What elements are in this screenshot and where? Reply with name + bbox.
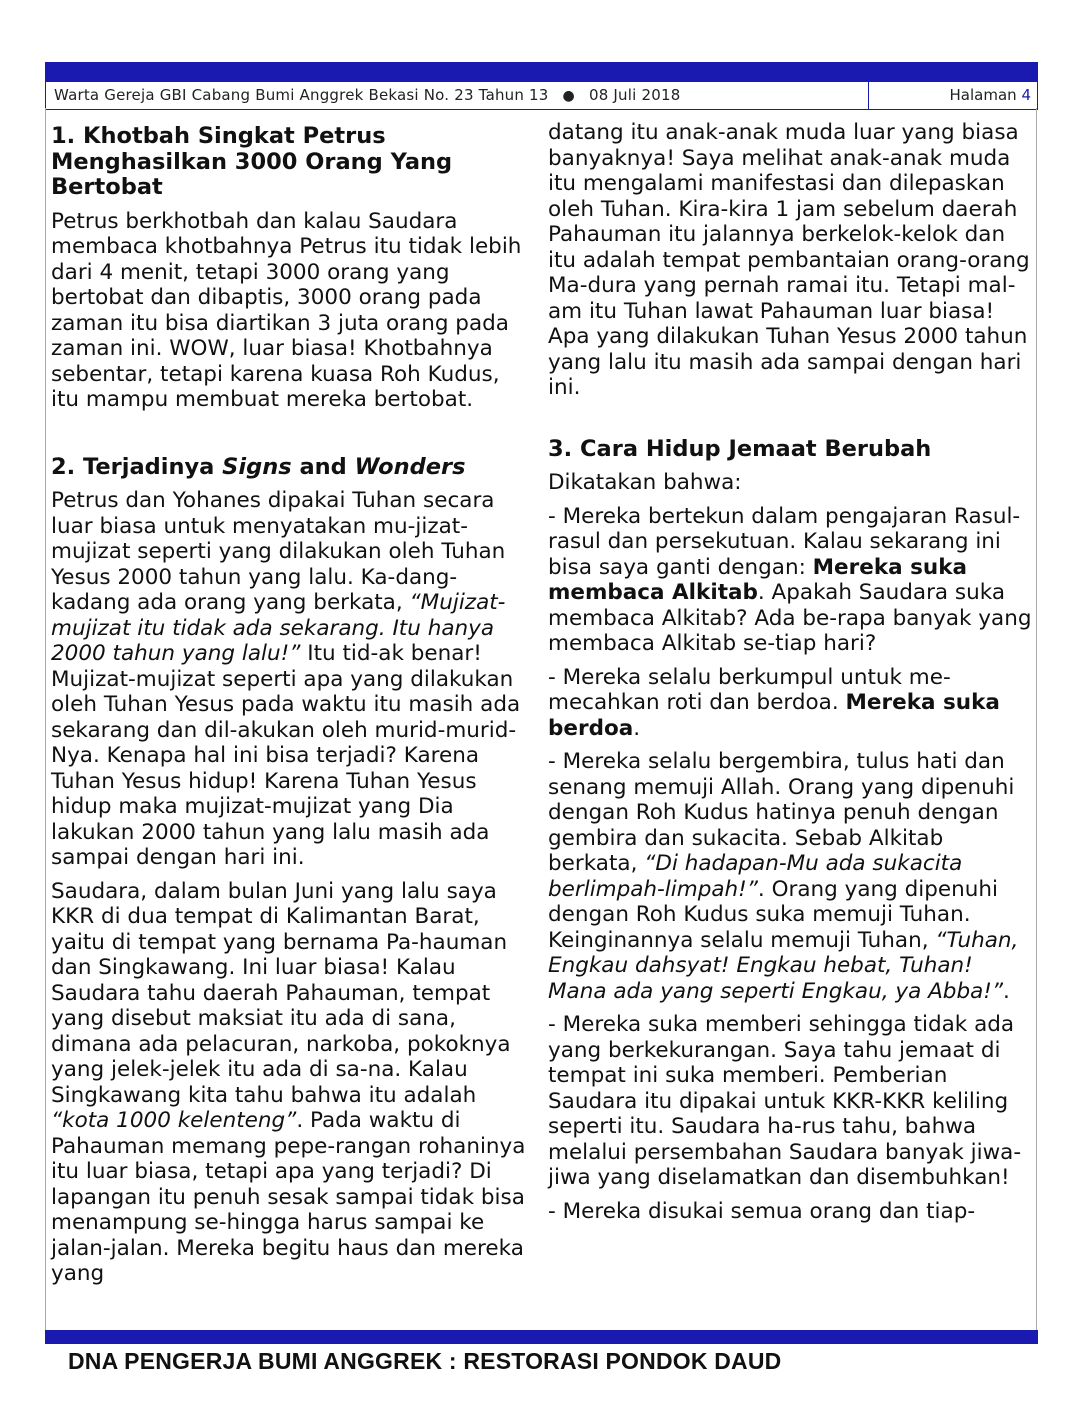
left-column [51,124,531,1295]
section-3-intro: Dikatakan bahwa: [548,470,742,495]
page-indicator [950,86,1031,104]
quote-run: “kota 1000 kelenteng” [51,1108,297,1133]
text-run: - Mereka selalu bergembira, tulus hati dan senang memuji Allah. Orang yang dipenuhi dengan Roh Kudus hatinya penuh dengan gembira dan sukacita. Sebab Alkitab berkata, [548,749,1015,876]
section-1-paragraph: Petrus berkhotbah dan kalau Saudara membaca khotbahnya Petrus itu tidak lebih dari 4 menit, tetapi 3000 orang yang bertobat dan dibaptis, 3000 orang pada zaman itu bisa diartikan 3 juta orang pada zaman ini. WOW, luar biasa! Khotbahnya sebentar, tetapi karena kuasa Roh Kudus, itu mampu membuat mereka bertobat. [51,208,522,412]
text-run: Itu tid-ak benar! Mujizat-mujizat seperti apa yang dilakukan oleh Tuhan Yesus pada waktu itu masih ada sekarang dan dil-akukan oleh murid-murid-Nya. Kenapa hal ini bisa terjadi? Karena Tuhan Yesus hidup! Karena Tuhan Yesus hidup maka mujizat-mujizat yang Dia lakukan 2000 tahun yang lalu masih ada sampai dengan hari ini. [51,641,521,870]
point-praise [548,749,1034,1004]
frame-left-rule [45,108,46,1330]
text-run: . [633,715,641,741]
header-bullet: ● [562,88,575,104]
point-giving: - Mereka suka memberi sehingga tidak ada yang berkekurangan. Saya tahu jemaat di tempat ini suka memberi. Pemberian Saudara itu dipakai untuk KKR-KKR keliling seperti itu. Saudara ha-rus tahu, bahwa melalui persembahan Saudara banyak jiwa-jiwa yang diselamatkan dan disembuhkan! [548,1012,1022,1190]
header-top-bar [45,62,1038,81]
right-column [548,120,1034,1232]
continued-paragraph: datang itu anak-anak muda luar yang biasa banyaknya! Saya melihat anak-anak muda itu mengalami manifestasi dan dilepaskan oleh Tuhan. Kira-kira 1 jam sebelum daerah Pahauman itu jalannya berkelok-kelok dan itu adalah tempat pembantaian orang-orang Ma-dura yang pernah ramai itu. Tetapi mal-am itu Tuhan lawat Pahauman luar biasa! Apa yang dilakukan Tuhan Yesus 2000 tahun yang lalu itu masih ada sampai dengan hari ini. [548,120,1030,400]
section-2-paragraph-1 [51,488,531,871]
header-publication [54,86,680,104]
quote-run: “Mujizat-mujizat itu tidak ada sekarang. Itu hanya 2000 tahun yang lalu!” [51,590,506,666]
text-run: . [1003,978,1010,1004]
quote-run: “Tuhan, Engkau dahsyat! Engkau hebat, Tuhan! Mana ada yang seperti Engkau, ya Abba!” [548,927,1019,1004]
running-header [45,81,1038,110]
frame-right-rule [1036,108,1037,1330]
section-2-paragraph-2 [51,879,531,1287]
issue-date: 08 Juli 2018 [588,86,681,104]
quote-run: “Di hadapan-Mu ada sukacita berlimpah-limpah!” [548,851,963,902]
page-label: Halaman [949,86,1017,104]
point-bible-reading [548,504,1034,657]
text-run: . Pada waktu di Pahauman memang pepe-rangan rohaninya itu luar biasa, tetapi apa yang terjadi? Di lapangan itu penuh sesak sampai tidak bisa menampung se-hingga harus sampai ke jalan-jalan. Mereka begitu haus dan mereka yang [51,1108,526,1286]
text-run: . Orang yang dipenuhi dengan Roh Kudus suka memuji Tuhan. Keinginannya selalu memuji Tuhan, [548,876,998,953]
text-run: . Apakah Saudara suka membaca Alkitab? Ada be-rapa banyak yang membaca Alkitab se-tiap hari? [548,580,1032,656]
emphasis-run: Mereka suka berdoa [548,690,1000,741]
text-run: - Mereka selalu berkumpul untuk me-mecahkan roti dan berdoa. [548,664,951,715]
section-2-heading-prefix: 2. Terjadinya [51,453,223,480]
section-2-heading-signs: Signs [222,453,292,480]
text-run: - Mereka bertekun dalam pengajaran Rasul-rasul dan persekutuan. Kalau sekarang ini bisa saya ganti dengan: [548,503,1021,580]
section-2-heading-wonders: Wonders [354,453,466,480]
section-2-heading [51,455,531,481]
footer-bar [45,1330,1038,1344]
section-spacer [548,409,1034,437]
section-2-heading-and: and [291,453,355,480]
header-divider [868,82,869,109]
emphasis-run: Mereka suka membaca Alkitab [548,554,968,605]
point-prayer [548,665,1034,742]
section-1-heading: 1. Khotbah Singkat Petrus Menghasilkan 3000 Orang Yang Bertobat [51,123,453,200]
section-spacer [51,421,531,455]
footer-text: DNA PENGERJA BUMI ANGGREK : RESTORASI PONDOK DAUD [68,1348,782,1374]
section-3-heading: 3. Cara Hidup Jemaat Berubah [548,435,932,462]
text-run: Saudara, dalam bulan Juni yang lalu saya KKR di dua tempat di Kalimantan Barat, yaitu di tempat yang bernama Pa-hauman dan Singkawang. Ini luar biasa! Kalau Saudara tahu daerah Pahauman, tempat yang disebut maksiat itu ada di sana, dimana ada pelacuran, narkoba, pokoknya yang jelek-jelek itu ada di sa-na. Kalau Singkawang kita tahu bahwa itu adalah [51,878,511,1108]
publication-title: Warta Gereja GBI Cabang Bumi Anggrek Bekasi No. 23 Tahun 13 [54,86,549,104]
point-favour: - Mereka disukai semua orang dan tiap- [548,1198,976,1224]
text-run: Petrus dan Yohanes dipakai Tuhan secara luar biasa untuk menyatakan mu-jizat-mujizat seperti yang dilakukan oleh Tuhan Yesus 2000 tahun yang lalu. Ka-dang-kadang ada orang yang berkata, [51,488,506,615]
page-number: 4 [1021,86,1031,104]
